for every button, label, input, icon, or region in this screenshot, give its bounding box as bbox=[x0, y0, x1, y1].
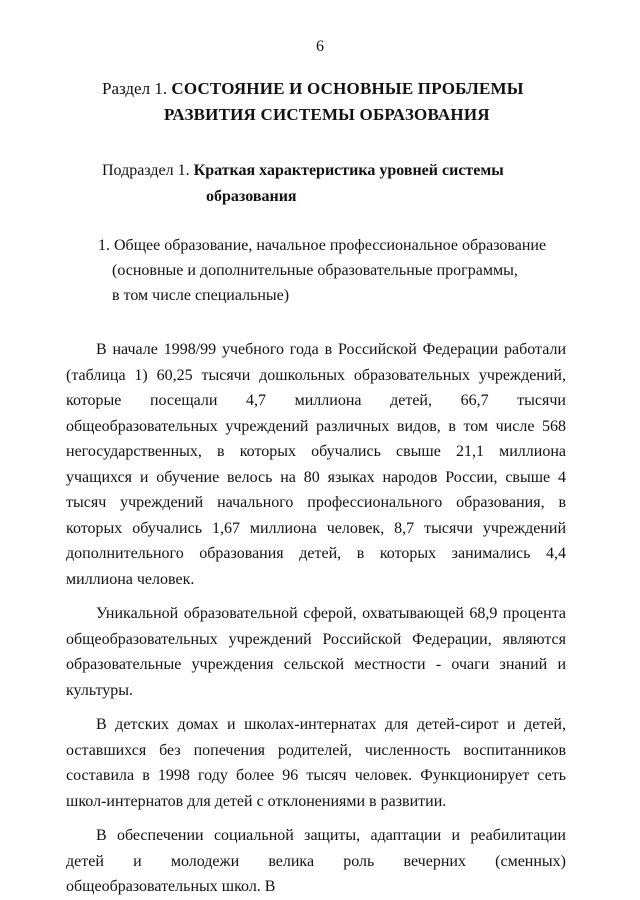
paragraph: В детских домах и школах-интернатах для детей-сирот и детей, оставшихся без попечения родителей, численность воспитанников составила в 1998 году более 96 тысяч человек. Функционирует сеть школ-интернатов для детей с отклонениями в развитии. bbox=[66, 716, 566, 810]
paragraph: В начале 1998/99 учебного года в Российской Федерации работали (таблица 1) 60,25 тысячи дошкольных образовательных учреждений, которые посещали 4,7 миллиона детей, 66,7 тысячи общеобразовательных учреждений различных видов, в том числе 568 негосударственных, в которых обучались свыше 21,1 миллиона учащихся и обучение велось на 80 языках народов России, свыше 4 тысяч учреждений начального профессионального образования, в которых обучались 1,67 миллиона человек, 8,7 тысячи учреждений дополнительного образования детей, в которых занимались 4,4 миллиона человек. bbox=[66, 341, 566, 588]
subsection-prefix: Подраздел 1. bbox=[102, 162, 190, 179]
subsection-heading bbox=[102, 158, 562, 210]
subsection-title-line2: образования bbox=[206, 188, 297, 205]
section-title-line1: СОСТОЯНИЕ И ОСНОВНЫЕ ПРОБЛЕМЫ bbox=[171, 79, 524, 98]
subsection-title-line1: Краткая характеристика уровней системы bbox=[193, 162, 504, 179]
item-heading-line1: 1. Общее образование, начальное профессиональное образование bbox=[98, 237, 547, 254]
paragraph: Уникальной образовательной сферой, охватывающей 68,9 процента общеобразовательных учреждений Российской Федерации, являются образовательные учреждения сельской местности - очаги знаний и культуры. bbox=[66, 605, 566, 699]
body-text bbox=[66, 337, 566, 900]
item-heading bbox=[98, 233, 568, 308]
section-prefix: Раздел 1. bbox=[102, 79, 168, 98]
section-title-line2: РАЗВИТИЯ СИСТЕМЫ ОБРАЗОВАНИЯ bbox=[164, 105, 490, 124]
paragraph: В обеспечении социальной защиты, адаптации и реабилитации детей и молодежи велика роль вечерних (сменных) общеобразовательных школ. В bbox=[66, 827, 566, 895]
section-heading bbox=[102, 76, 562, 128]
item-heading-line3: в том числе специальные) bbox=[112, 287, 290, 304]
item-heading-line2: (основные и дополнительные образовательные программы, bbox=[112, 262, 518, 279]
page-number: 6 bbox=[316, 38, 324, 55]
